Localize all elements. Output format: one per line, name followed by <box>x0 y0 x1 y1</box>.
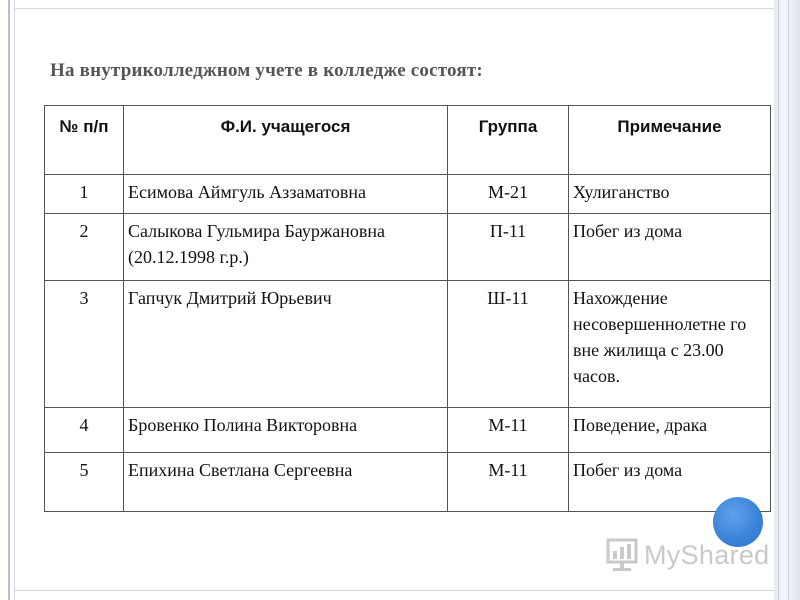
row-number: 5 <box>45 453 124 512</box>
records-table <box>44 105 771 512</box>
header-group: Группа <box>448 106 569 175</box>
row-number: 2 <box>45 214 124 281</box>
row-note: Хулиганство <box>569 175 771 214</box>
row-number: 4 <box>45 408 124 453</box>
row-group: Ш-11 <box>448 281 569 408</box>
row-note: Побег из дома <box>569 214 771 281</box>
frame-bottom-line <box>14 590 774 591</box>
row-student-name: Епихина Светлана Сергеевна <box>124 453 448 512</box>
slide-title: На внутриколледжном учете в колледже состоят: <box>50 60 483 81</box>
row-note: Поведение, драка <box>569 408 771 453</box>
myshared-watermark <box>606 535 769 575</box>
header-student-name: Ф.И. учащегося <box>124 106 448 175</box>
header-note: Примечание <box>569 106 771 175</box>
row-student-name: Бровенко Полина Викторовна <box>124 408 448 453</box>
row-group: М-11 <box>448 453 569 512</box>
row-student-name: Гапчук Дмитрий Юрьевич <box>124 281 448 408</box>
row-note: Нахождение несовершеннолетне го вне жилища с 23.00 часов. <box>569 281 771 408</box>
right-side-bar-line <box>778 0 779 600</box>
row-student-name: Салыкова Гульмира Бауржановна (20.12.1998 г.р.) <box>124 214 448 281</box>
frame-top-line <box>14 8 774 9</box>
row-number: 1 <box>45 175 124 214</box>
row-student-name: Есимова Аймгуль Аззаматовна <box>124 175 448 214</box>
row-number: 3 <box>45 281 124 408</box>
right-side-bar-line-2 <box>788 0 789 600</box>
row-note: Побег из дома <box>569 453 771 512</box>
table-row <box>45 408 771 453</box>
row-group: П-11 <box>448 214 569 281</box>
watermark-text: MyShared <box>644 539 770 570</box>
frame-left-line <box>8 0 10 600</box>
chart-icon <box>606 538 638 572</box>
row-group: М-11 <box>448 408 569 453</box>
table-row <box>45 214 771 281</box>
table-header-row <box>45 106 771 175</box>
table-row <box>45 281 771 408</box>
table-row <box>45 175 771 214</box>
header-number: № п/п <box>45 106 124 175</box>
row-group: М-21 <box>448 175 569 214</box>
frame-left-inner-line <box>14 0 15 600</box>
table-row <box>45 453 771 512</box>
